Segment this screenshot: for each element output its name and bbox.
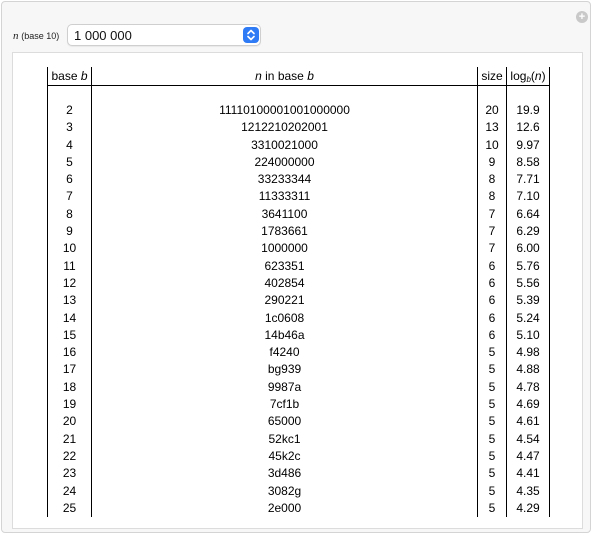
log-cell: 4.41 [507, 465, 550, 482]
log-cell: 4.29 [507, 500, 550, 517]
digits-cell: 65000 [92, 413, 478, 430]
header-in-base-text: in base [265, 69, 304, 83]
digits-cell: 11110100001001000000 [92, 102, 478, 119]
log-cell: 5.56 [507, 275, 550, 292]
base-cell: 9 [47, 223, 92, 240]
digits-cell: 7cf1b [92, 396, 478, 413]
base-10-label: (base 10) [21, 31, 60, 41]
size-cell: 7 [478, 206, 507, 223]
n-value: 1 000 000 [74, 28, 132, 43]
demonstration-frame [1, 1, 591, 533]
base-cell: 7 [47, 188, 92, 205]
size-cell: 8 [478, 171, 507, 188]
base-cell: 19 [47, 396, 92, 413]
digits-cell: 3082g [92, 483, 478, 500]
size-cell: 7 [478, 223, 507, 240]
digits-cell: 2e000 [92, 500, 478, 517]
header-base [47, 67, 92, 86]
size-cell: 5 [478, 413, 507, 430]
size-cell: 5 [478, 361, 507, 378]
size-cell: 5 [478, 379, 507, 396]
header-log-close: ) [541, 69, 546, 83]
digits-cell: 33233344 [92, 171, 478, 188]
plus-circle-icon[interactable]: + [576, 11, 588, 23]
spacer-cell [47, 86, 92, 102]
base-cell: 16 [47, 344, 92, 361]
log-cell: 5.39 [507, 292, 550, 309]
size-cell: 6 [478, 292, 507, 309]
size-cell: 6 [478, 310, 507, 327]
size-cell: 13 [478, 119, 507, 136]
base-cell: 14 [47, 310, 92, 327]
digits-cell: 1000000 [92, 240, 478, 257]
digits-cell: 3d486 [92, 465, 478, 482]
log-cell: 4.98 [507, 344, 550, 361]
base-cell: 5 [47, 154, 92, 171]
base-cell: 2 [47, 102, 92, 119]
base-cell: 20 [47, 413, 92, 430]
base-cell: 12 [47, 275, 92, 292]
spacer-cell [92, 86, 478, 102]
digits-cell: 52kc1 [92, 431, 478, 448]
digits-cell: f4240 [92, 344, 478, 361]
digits-cell: 11333311 [92, 188, 478, 205]
size-cell: 6 [478, 327, 507, 344]
size-cell: 5 [478, 396, 507, 413]
size-cell: 5 [478, 465, 507, 482]
base-table [47, 67, 550, 517]
digits-cell: 9987a [92, 379, 478, 396]
base-cell: 6 [47, 171, 92, 188]
header-base-text: base [51, 69, 78, 83]
log-cell: 4.35 [507, 483, 550, 500]
size-cell: 5 [478, 500, 507, 517]
digits-cell: 14b46a [92, 327, 478, 344]
log-cell: 7.10 [507, 188, 550, 205]
base-cell: 13 [47, 292, 92, 309]
base-cell: 4 [47, 137, 92, 154]
up-down-chevron-icon[interactable] [243, 27, 259, 43]
log-cell: 7.71 [507, 171, 550, 188]
size-cell: 9 [478, 154, 507, 171]
size-cell: 5 [478, 431, 507, 448]
header-log-sub: b [526, 75, 531, 84]
size-cell: 5 [478, 344, 507, 361]
log-cell: 12.6 [507, 119, 550, 136]
log-cell: 4.88 [507, 361, 550, 378]
log-cell: 4.47 [507, 448, 550, 465]
base-cell: 24 [47, 483, 92, 500]
n-value-select[interactable] [67, 24, 261, 46]
digits-cell: 224000000 [92, 154, 478, 171]
size-cell: 7 [478, 240, 507, 257]
spacer-cell [478, 86, 507, 102]
size-cell: 6 [478, 258, 507, 275]
digits-cell: 623351 [92, 258, 478, 275]
log-cell: 6.29 [507, 223, 550, 240]
header-log-open: ( [530, 69, 535, 83]
header-base-var: b [80, 69, 88, 83]
digits-cell: 3310021000 [92, 137, 478, 154]
base-cell: 8 [47, 206, 92, 223]
base-cell: 11 [47, 258, 92, 275]
digits-cell: 1212210202001 [92, 119, 478, 136]
header-log-var: n [534, 69, 542, 83]
header-log-text: log [510, 69, 527, 83]
log-cell: 5.24 [507, 310, 550, 327]
size-cell: 5 [478, 448, 507, 465]
size-cell: 5 [478, 483, 507, 500]
log-cell: 6.64 [507, 206, 550, 223]
log-cell: 4.54 [507, 431, 550, 448]
log-cell: 4.69 [507, 396, 550, 413]
log-cell: 6.00 [507, 240, 550, 257]
digits-cell: 45k2c [92, 448, 478, 465]
header-n-var: n [255, 69, 262, 83]
header-b-var: b [307, 69, 314, 83]
size-cell: 10 [478, 137, 507, 154]
size-cell: 20 [478, 102, 507, 119]
size-cell: 8 [478, 188, 507, 205]
digits-cell: 1c0608 [92, 310, 478, 327]
header-log [507, 67, 550, 86]
digits-cell: 402854 [92, 275, 478, 292]
base-cell: 25 [47, 500, 92, 517]
digits-cell: bg939 [92, 361, 478, 378]
base-cell: 3 [47, 119, 92, 136]
base-cell: 23 [47, 465, 92, 482]
log-cell: 5.10 [507, 327, 550, 344]
log-cell: 9.97 [507, 137, 550, 154]
digits-cell: 1783661 [92, 223, 478, 240]
output-panel [12, 52, 583, 529]
spacer-cell [507, 86, 550, 102]
base-cell: 22 [47, 448, 92, 465]
log-cell: 4.78 [507, 379, 550, 396]
digits-cell: 290221 [92, 292, 478, 309]
base-cell: 15 [47, 327, 92, 344]
log-cell: 5.76 [507, 258, 550, 275]
base-cell: 18 [47, 379, 92, 396]
n-variable: n [13, 30, 19, 42]
base-cell: 17 [47, 361, 92, 378]
size-cell: 6 [478, 275, 507, 292]
log-cell: 19.9 [507, 102, 550, 119]
log-cell: 8.58 [507, 154, 550, 171]
header-n-in-base [92, 67, 478, 86]
n-control-label [13, 30, 59, 42]
log-cell: 4.61 [507, 413, 550, 430]
base-cell: 10 [47, 240, 92, 257]
header-size: size [478, 67, 507, 86]
base-cell: 21 [47, 431, 92, 448]
digits-cell: 3641100 [92, 206, 478, 223]
